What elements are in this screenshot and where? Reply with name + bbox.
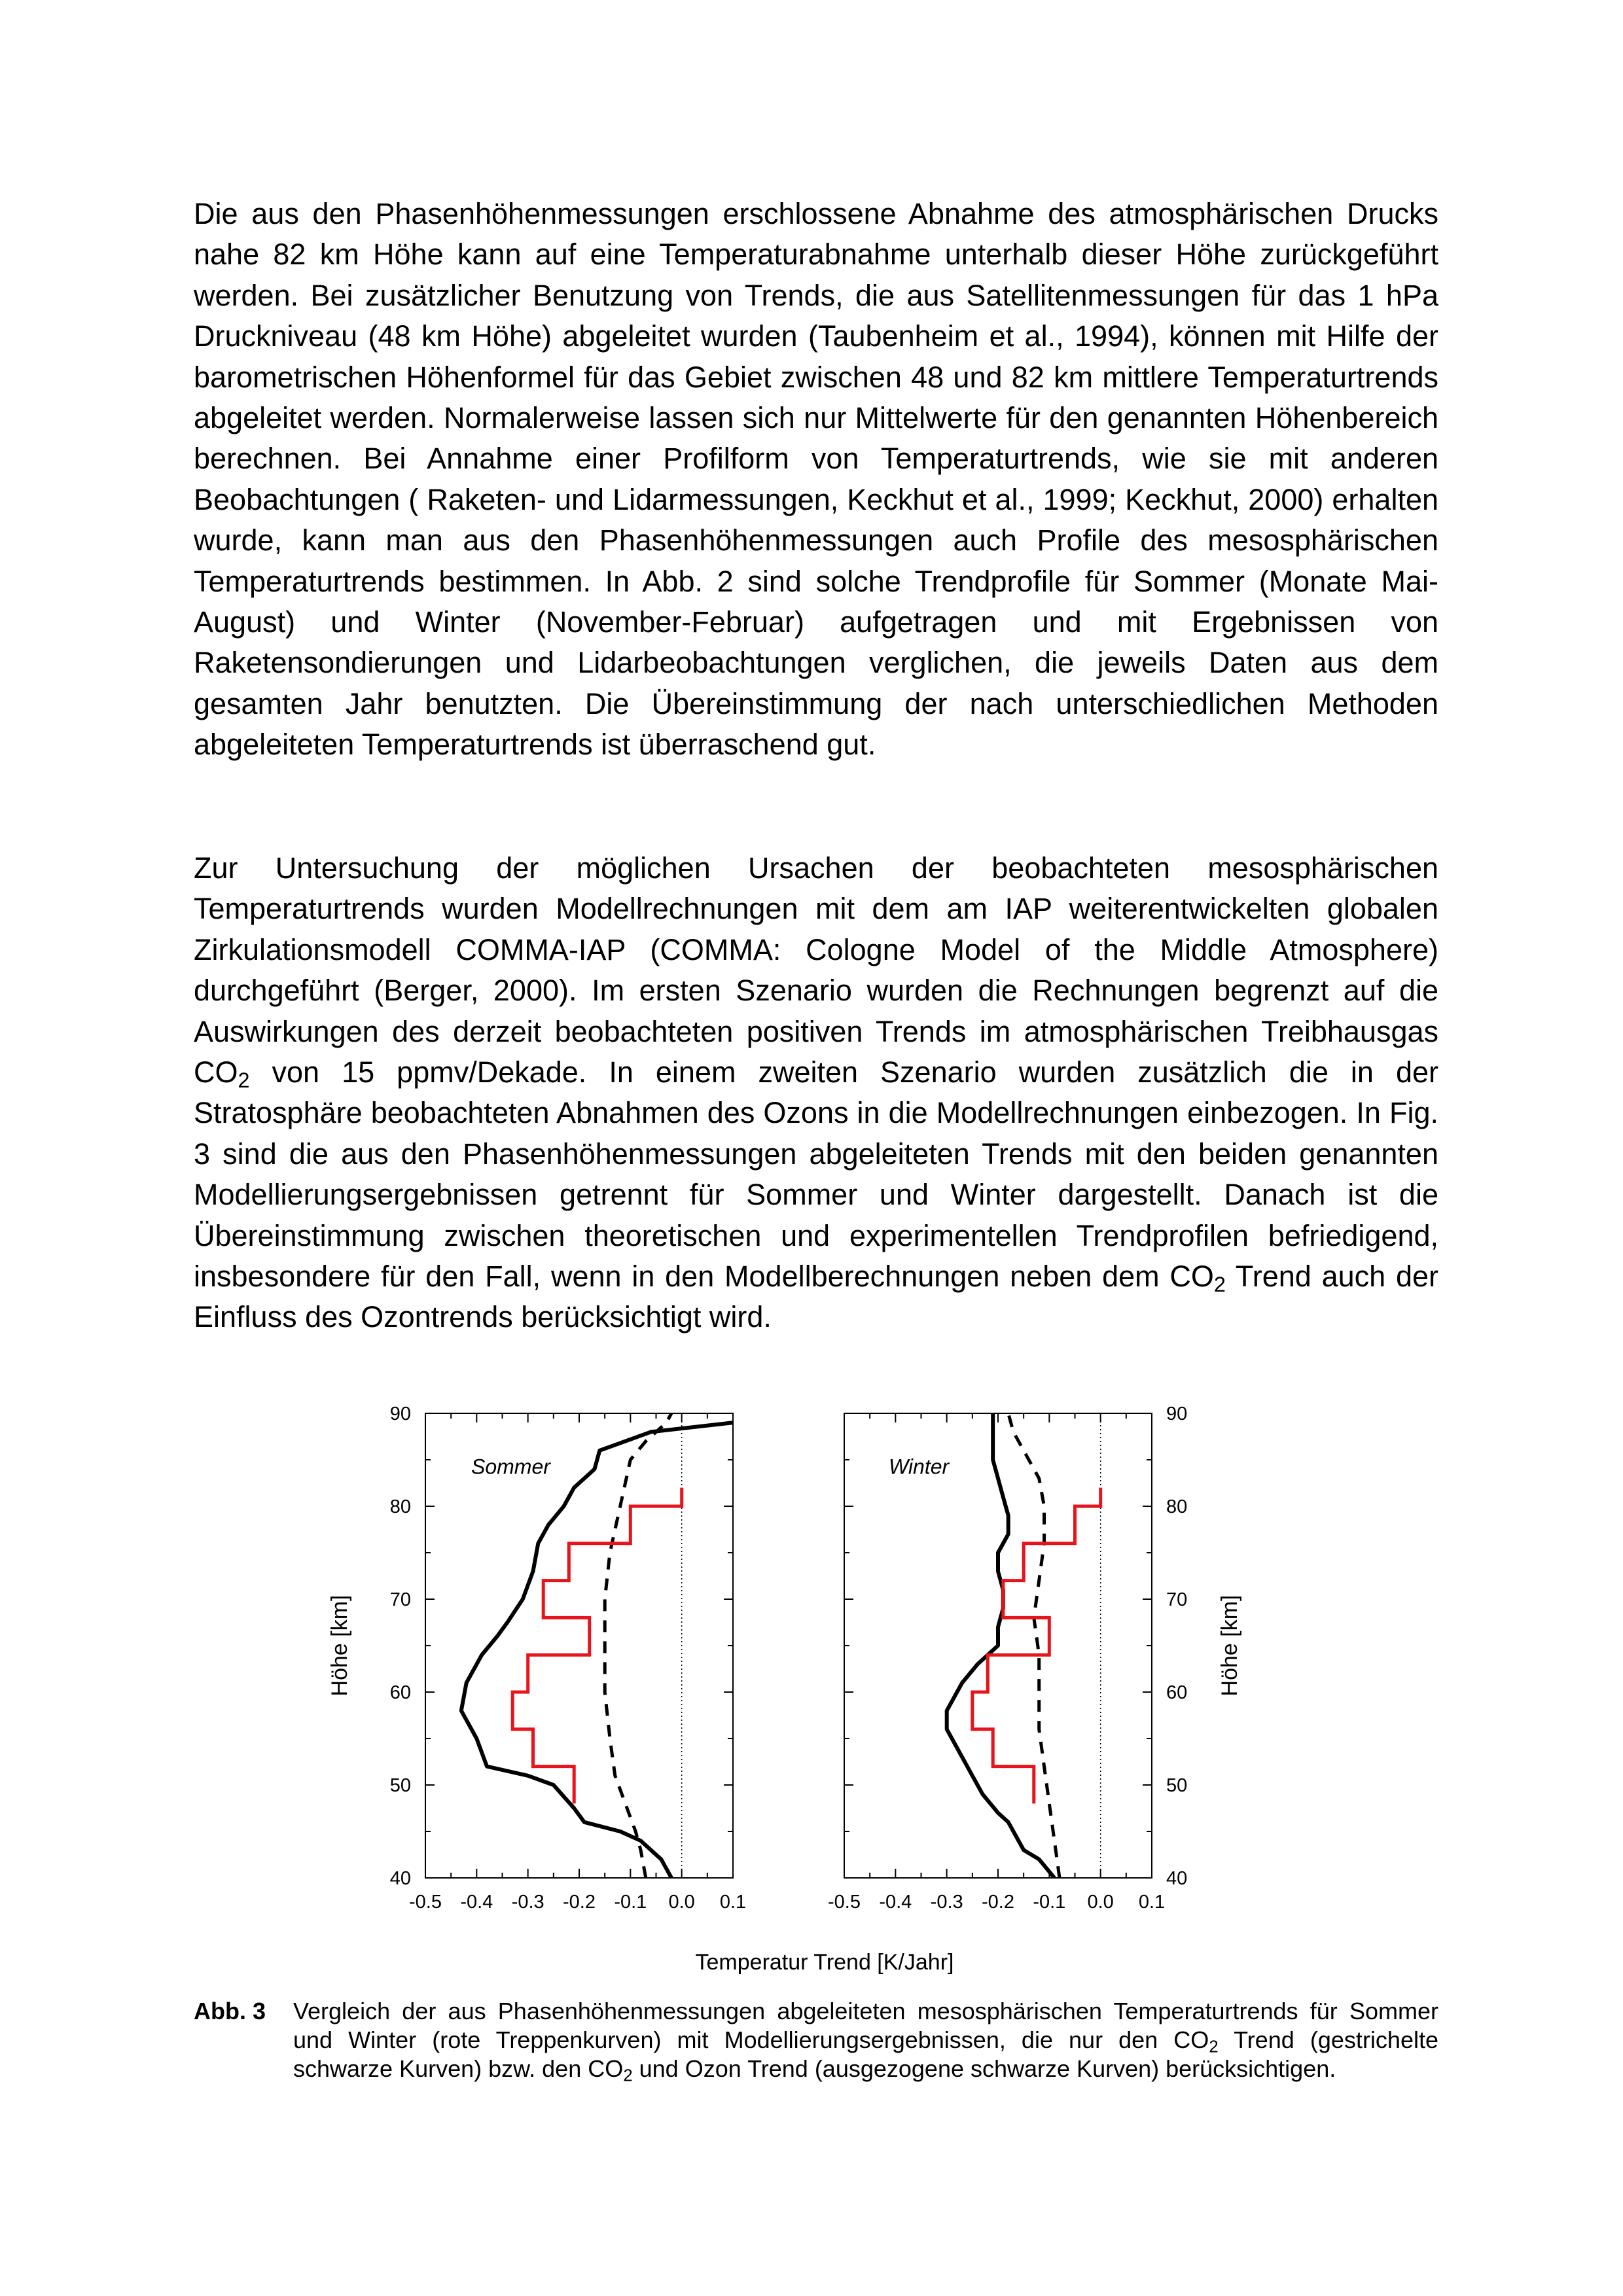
x-tick-label: 0.0 xyxy=(668,1892,695,1913)
caption-label: Abb. 3 xyxy=(194,1998,266,2024)
caption-text-b: Trend (gestrichelte schwarze Kurven) bzw. den CO xyxy=(293,2026,1438,2082)
y-tick-label: 60 xyxy=(389,1682,411,1703)
caption-text-c: und Ozon Trend (ausgezogene schwarze Kurven) berücksichtigen. xyxy=(632,2055,1336,2082)
y-tick-label: 50 xyxy=(1166,1775,1188,1796)
caption-text-a: Vergleich der aus Phasenhöhenmessungen abgeleiteten mesosphärischen Temperaturtrends für Sommer und Winter (rote Treppenkurven) mit Modellierungsergebnissen, die nur den CO xyxy=(293,1998,1438,2053)
subscript-2: 2 xyxy=(1213,1273,1226,1297)
x-tick-label: -0.5 xyxy=(409,1892,442,1913)
caption-text xyxy=(293,1997,1438,2083)
paragraph-1 xyxy=(194,194,1438,766)
y-tick-label: 60 xyxy=(1166,1682,1188,1703)
paragraph-1-text: Die aus den Phasenhöhenmessungen erschlossene Abnahme des atmosphärischen Drucks nahe 82 km Höhe kann auf eine Temperaturabnahme unterhalb dieser Höhe zurückgeführt werden. Bei zusätzlicher Benutzung von Trends, die aus Satellitenmessungen für das 1 hPa Druckniveau (48 km Höhe) abgeleitet wurden (Taubenheim et al., 1994), können mit Hilfe der barometrischen Höhenformel für das Gebiet zwischen 48 und 82 km mittlere Temperaturtrends abgeleitet werden. Normalerweise lassen sich nur Mittelwerte für den genannten Höhenbereich berechnen. Bei Annahme einer Profilform von Temperaturtrends, wie sie mit anderen Beobachtungen ( Raketen- und Lidarmessungen, Keckhut et al., 1999; Keckhut, 2000) erhalten wurde, kann man aus den Phasenhöhenmessungen auch Profile des mesosphärischen Temperaturtrends bestimmen. In Abb. 2 sind solche Trendprofile für Sommer (Monate Mai-August) und Winter (November-Februar) aufgetragen und mit Ergebnissen von Raketensondierungen und Lidarbeobachtungen verglichen, die jeweils Daten aus dem gesamten Jahr benutzten. Die Übereinstimmung der nach unterschiedlichen Methoden abgeleiteten Temperaturtrends ist überraschend gut. xyxy=(194,197,1438,762)
x-tick-label: -0.2 xyxy=(982,1892,1014,1913)
x-tick-label: -0.4 xyxy=(879,1892,912,1913)
figure-temperature-trend xyxy=(308,1397,1289,1986)
x-tick-label: -0.3 xyxy=(511,1892,544,1913)
series-co2-ozone xyxy=(461,1422,733,1878)
y-tick-label: 50 xyxy=(389,1775,411,1796)
y-axis-label: Höhe [km] xyxy=(1217,1595,1242,1697)
y-tick-label: 80 xyxy=(389,1496,411,1517)
x-tick-label: 0.0 xyxy=(1087,1892,1114,1913)
series-co2 xyxy=(1008,1413,1060,1878)
figure-svg xyxy=(308,1397,1289,1986)
subscript-2: 2 xyxy=(238,1069,250,1093)
x-tick-label: -0.1 xyxy=(614,1892,647,1913)
chart-panel-winter xyxy=(828,1404,1242,1913)
paragraph-2 xyxy=(194,848,1438,1338)
series-co2 xyxy=(605,1413,671,1878)
y-tick-label: 70 xyxy=(389,1589,411,1610)
subscript-2: 2 xyxy=(623,2066,633,2085)
paragraph-2-text-b: von 15 ppmv/Dekade. In einem zweiten Szenario wurden zusätzlich die in der Stratosphäre beobachteten Abnahmen des Ozons in die Modellrechnungen einbezogen. In Fig. 3 sind die aus den Phasenhöhenmessungen abgeleiteten Trends mit den beiden genannten Modellierungsergebnissen getrennt für Sommer und Winter dargestellt. Danach ist die Übereinstimmung zwischen theoretischen und experimentellen Trendprofilen befriedigend, insbesondere für den Fall, wenn in den Modellberechnungen neben dem CO xyxy=(194,1055,1438,1294)
y-tick-label: 40 xyxy=(389,1868,411,1889)
panel-title: Winter xyxy=(889,1455,950,1479)
x-tick-label: -0.5 xyxy=(828,1892,861,1913)
y-axis-label: Höhe [km] xyxy=(327,1595,352,1697)
subscript-2: 2 xyxy=(1209,2038,1219,2057)
x-tick-label: -0.2 xyxy=(563,1892,596,1913)
x-axis-label: Temperatur Trend [K/Jahr] xyxy=(695,1950,954,1975)
paragraph-2-text-c: Trend auch der Einfluss des Ozontrends berücksichtigt wird. xyxy=(194,1260,1438,1334)
y-tick-label: 80 xyxy=(1166,1496,1188,1517)
x-tick-label: 0.1 xyxy=(1138,1892,1166,1913)
y-tick-label: 90 xyxy=(1166,1404,1188,1424)
y-tick-label: 40 xyxy=(1166,1868,1188,1889)
series-observed xyxy=(512,1488,681,1804)
chart-panel-sommer xyxy=(327,1404,746,1913)
paragraph-2-text-a: Zur Untersuchung der möglichen Ursachen der beobachteten mesosphärischen Temperaturtrends wurden Modellrechnungen mit dem am IAP weiterentwickelten globalen Zirkulationsmodell COMMA-IAP (COMMA: Cologne Model of the Middle Atmosphere) durchgeführt (Berger, 2000). Im ersten Szenario wurden die Rechnungen begrenzt auf die Auswirkungen des derzeit beobachteten positiven Trends im atmosphärischen Treibhausgas CO xyxy=(194,851,1438,1089)
x-tick-label: -0.4 xyxy=(460,1892,493,1913)
x-tick-label: 0.1 xyxy=(719,1892,747,1913)
x-tick-label: -0.1 xyxy=(1033,1892,1066,1913)
panel-title: Sommer xyxy=(471,1455,550,1479)
y-tick-label: 70 xyxy=(1166,1589,1188,1610)
y-tick-label: 90 xyxy=(389,1404,411,1424)
x-tick-label: -0.3 xyxy=(930,1892,963,1913)
